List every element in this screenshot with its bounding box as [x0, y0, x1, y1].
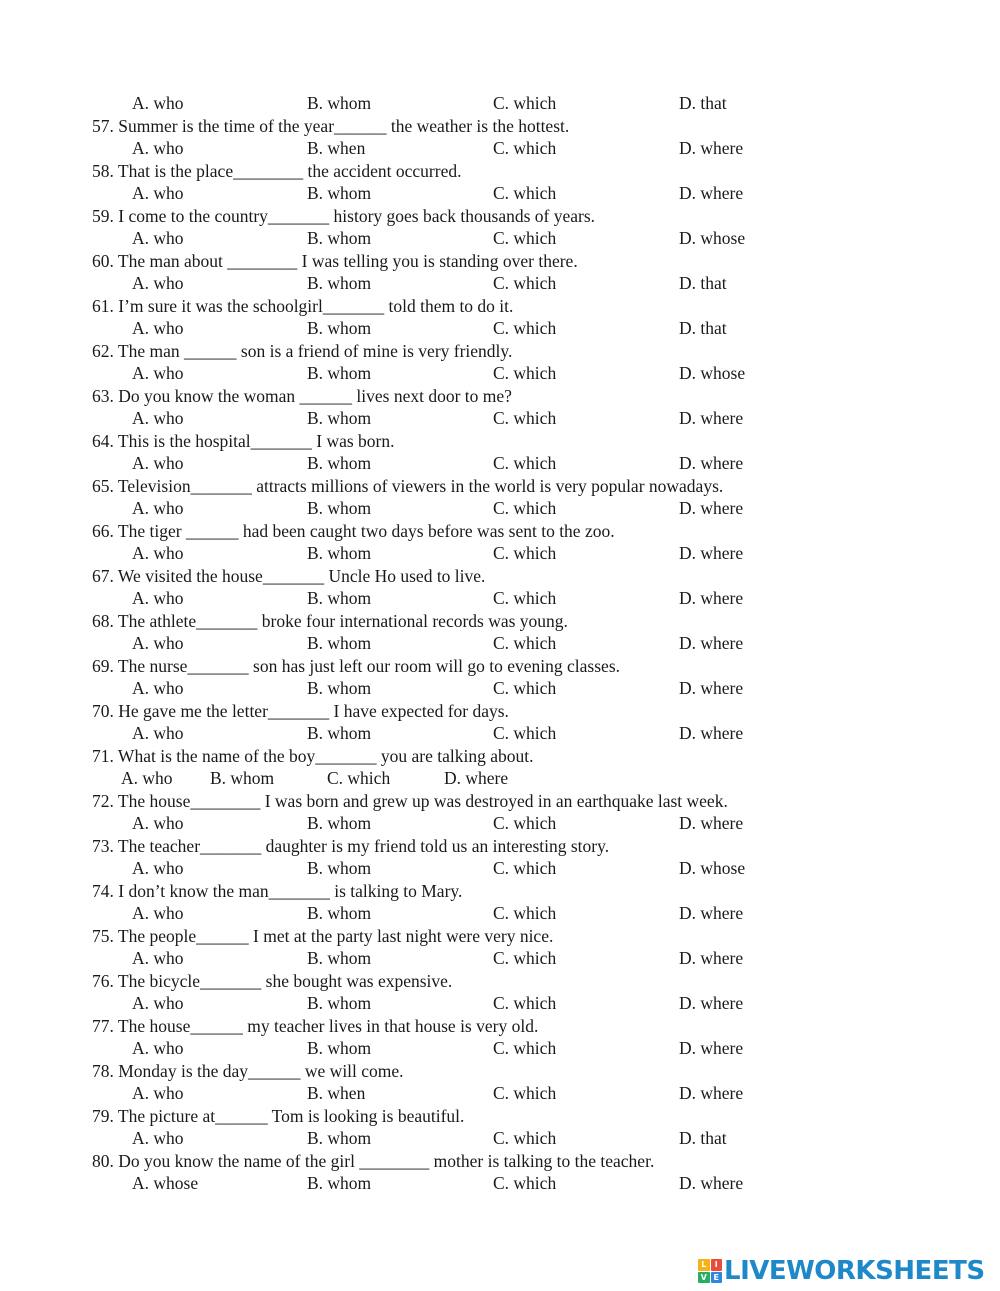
- question-text: 71. What is the name of the boy_______ you are talking about.: [92, 745, 534, 766]
- option-c[interactable]: C. which: [493, 993, 557, 1013]
- option-c[interactable]: C. which: [493, 858, 557, 878]
- question-text: 72. The house________ I was born and grew up was destroyed in an earthquake last week.: [92, 790, 728, 811]
- logo-letter: V: [698, 1272, 710, 1284]
- option-c[interactable]: C. which: [493, 453, 557, 473]
- logo-letter: E: [711, 1272, 723, 1284]
- option-c[interactable]: C. which: [493, 1128, 557, 1148]
- option-d[interactable]: D. that: [679, 1128, 727, 1148]
- question-row: [0, 745, 1000, 768]
- question-text: 64. This is the hospital_______ I was born.: [92, 430, 395, 451]
- option-d[interactable]: D. that: [679, 93, 727, 113]
- option-b[interactable]: B. whom: [307, 543, 372, 563]
- question-row: [0, 1150, 1000, 1173]
- option-a[interactable]: A. who: [132, 1038, 184, 1058]
- question-text: 62. The man ______ son is a friend of mine is very friendly.: [92, 340, 513, 361]
- option-a[interactable]: A. who: [132, 678, 184, 698]
- options-row: [0, 137, 1000, 160]
- option-b[interactable]: B. whom: [307, 588, 372, 608]
- option-c[interactable]: C. which: [493, 1038, 557, 1058]
- question-row: [0, 115, 1000, 138]
- option-b[interactable]: B. whom: [307, 858, 372, 878]
- option-d[interactable]: D. where: [679, 498, 744, 518]
- options-row: [0, 812, 1000, 835]
- options-row: [0, 677, 1000, 700]
- option-b[interactable]: B. whom: [307, 183, 372, 203]
- option-b[interactable]: B. whom: [307, 723, 372, 743]
- question-row: [0, 610, 1000, 633]
- option-d[interactable]: D. where: [679, 1083, 744, 1103]
- logo-letter: I: [711, 1259, 723, 1271]
- liveworksheets-brand: [698, 1257, 985, 1285]
- question-row: [0, 430, 1000, 453]
- question-row: [0, 1105, 1000, 1128]
- option-a[interactable]: A. who: [132, 543, 184, 563]
- option-b[interactable]: B. whom: [307, 993, 372, 1013]
- options-row: [0, 587, 1000, 610]
- option-d[interactable]: D. where: [679, 453, 744, 473]
- option-a[interactable]: A. who: [132, 228, 184, 248]
- option-c[interactable]: C. which: [493, 633, 557, 653]
- question-text: 76. The bicycle_______ she bought was expensive.: [92, 970, 453, 991]
- question-text: 60. The man about ________ I was telling you is standing over there.: [92, 250, 578, 271]
- options-row-56: [0, 92, 1000, 115]
- question-text: 68. The athlete_______ broke four international records was young.: [92, 610, 568, 631]
- option-b[interactable]: B. whom: [307, 948, 372, 968]
- question-text: 75. The people______ I met at the party last night were very nice.: [92, 925, 554, 946]
- option-d[interactable]: D. whose: [679, 228, 746, 248]
- option-b[interactable]: B. whom: [307, 228, 372, 248]
- question-row: [0, 835, 1000, 858]
- question-row: [0, 520, 1000, 543]
- options-row: [0, 542, 1000, 565]
- question-row: [0, 475, 1000, 498]
- option-b[interactable]: B. whom: [307, 633, 372, 653]
- question-text: 63. Do you know the woman ______ lives next door to me?: [92, 385, 512, 406]
- brand-wordmark: LIVEWORKSHEETS: [724, 1256, 985, 1286]
- option-b[interactable]: B. whom: [210, 768, 275, 788]
- option-d[interactable]: D. where: [679, 183, 744, 203]
- option-d[interactable]: D. where: [679, 993, 744, 1013]
- question-text: 78. Monday is the day______ we will come.: [92, 1060, 404, 1081]
- option-d[interactable]: D. where: [679, 138, 744, 158]
- question-row: [0, 295, 1000, 318]
- option-d[interactable]: D. that: [679, 318, 727, 338]
- question-text: 67. We visited the house_______ Uncle Ho used to live.: [92, 565, 486, 586]
- option-c[interactable]: C. which: [493, 588, 557, 608]
- option-b[interactable]: B. whom: [307, 1038, 372, 1058]
- options-row: [0, 362, 1000, 385]
- option-d[interactable]: D. where: [679, 633, 744, 653]
- option-a[interactable]: A. who: [132, 813, 184, 833]
- question-text: 57. Summer is the time of the year______ the weather is the hottest.: [92, 115, 570, 136]
- options-row: [0, 497, 1000, 520]
- option-b[interactable]: B. whom: [307, 453, 372, 473]
- liveworksheets-logo-icon: [698, 1259, 722, 1283]
- option-d[interactable]: D. where: [679, 1173, 744, 1193]
- option-d[interactable]: D. where: [679, 903, 744, 923]
- option-c[interactable]: C. which: [493, 498, 557, 518]
- options-row: [0, 452, 1000, 475]
- option-d[interactable]: D. where: [679, 408, 744, 428]
- options-row: [0, 947, 1000, 970]
- option-d[interactable]: D. where: [679, 948, 744, 968]
- option-d[interactable]: D. where: [444, 768, 509, 788]
- question-row: [0, 565, 1000, 588]
- option-b[interactable]: B. when: [307, 138, 366, 158]
- option-a[interactable]: A. who: [121, 768, 173, 788]
- option-a[interactable]: A. who: [132, 588, 184, 608]
- question-row: [0, 925, 1000, 948]
- question-list: [0, 115, 1000, 1195]
- option-c[interactable]: C. which: [493, 228, 557, 248]
- options-row: [0, 272, 1000, 295]
- option-b[interactable]: B. whom: [307, 813, 372, 833]
- option-c[interactable]: C. which: [493, 903, 557, 923]
- options-row: [0, 182, 1000, 205]
- option-c[interactable]: C. which: [493, 723, 557, 743]
- question-text: 77. The house______ my teacher lives in that house is very old.: [92, 1015, 539, 1036]
- question-text: 74. I don’t know the man_______ is talking to Mary.: [92, 880, 463, 901]
- question-text: 61. I’m sure it was the schoolgirl_______ told them to do it.: [92, 295, 514, 316]
- option-a[interactable]: A. who: [132, 948, 184, 968]
- option-a[interactable]: A. who: [132, 498, 184, 518]
- option-b[interactable]: B. whom: [307, 1173, 372, 1193]
- question-text: 73. The teacher_______ daughter is my friend told us an interesting story.: [92, 835, 610, 856]
- option-a[interactable]: A. who: [132, 183, 184, 203]
- option-d[interactable]: D. whose: [679, 858, 746, 878]
- option-c[interactable]: C. which: [493, 318, 557, 338]
- option-c[interactable]: C. which: [493, 813, 557, 833]
- options-row: [0, 1127, 1000, 1150]
- option-a[interactable]: A. who: [132, 858, 184, 878]
- option-a[interactable]: A. who: [132, 138, 184, 158]
- option-a[interactable]: A. who: [132, 1128, 184, 1148]
- options-row: [0, 317, 1000, 340]
- option-a[interactable]: A. whose: [132, 1173, 199, 1193]
- options-row: [0, 857, 1000, 880]
- option-b[interactable]: B. whom: [307, 498, 372, 518]
- options-row: [0, 902, 1000, 925]
- option-b[interactable]: B. whom: [307, 678, 372, 698]
- question-row: [0, 1015, 1000, 1038]
- option-b[interactable]: B. when: [307, 1083, 366, 1103]
- option-a[interactable]: A. who: [132, 273, 184, 293]
- option-b[interactable]: B. whom: [307, 408, 372, 428]
- question-text: 65. Television_______ attracts millions of viewers in the world is very popular nowadays.: [92, 475, 724, 496]
- question-text: 70. He gave me the letter_______ I have expected for days.: [92, 700, 509, 721]
- option-b[interactable]: B. whom: [307, 363, 372, 383]
- option-c[interactable]: C. which: [327, 768, 391, 788]
- option-c[interactable]: C. which: [493, 1173, 557, 1193]
- option-c[interactable]: C. which: [493, 678, 557, 698]
- option-a[interactable]: A. who: [132, 903, 184, 923]
- option-c[interactable]: C. which: [493, 408, 557, 428]
- options-row: [0, 992, 1000, 1015]
- question-row: [0, 790, 1000, 813]
- question-text: 59. I come to the country_______ history goes back thousands of years.: [92, 205, 596, 226]
- option-c[interactable]: C. which: [493, 273, 557, 293]
- option-c[interactable]: C. which: [493, 1083, 557, 1103]
- question-row: [0, 700, 1000, 723]
- options-row: [0, 767, 1000, 790]
- options-row: [0, 632, 1000, 655]
- option-d[interactable]: D. where: [679, 588, 744, 608]
- option-a[interactable]: A. who: [132, 408, 184, 428]
- question-row: [0, 205, 1000, 228]
- option-d[interactable]: D. that: [679, 273, 727, 293]
- question-row: [0, 655, 1000, 678]
- options-row: [0, 407, 1000, 430]
- options-row: [0, 722, 1000, 745]
- option-c[interactable]: C. which: [493, 948, 557, 968]
- option-c[interactable]: C. which: [493, 543, 557, 563]
- question-row: [0, 340, 1000, 363]
- option-b[interactable]: B. whom: [307, 903, 372, 923]
- question-row: [0, 250, 1000, 273]
- options-row: [0, 227, 1000, 250]
- option-b[interactable]: B. whom: [307, 1128, 372, 1148]
- options-row: [0, 1172, 1000, 1195]
- option-a[interactable]: A. who: [132, 318, 184, 338]
- option-a[interactable]: A. who: [132, 633, 184, 653]
- option-d[interactable]: D. where: [679, 543, 744, 563]
- question-text: 58. That is the place________ the accident occurred.: [92, 160, 462, 181]
- question-text: 66. The tiger ______ had been caught two days before was sent to the zoo.: [92, 520, 615, 541]
- logo-letter: L: [698, 1259, 710, 1271]
- question-row: [0, 880, 1000, 903]
- option-d[interactable]: D. where: [679, 678, 744, 698]
- option-c[interactable]: C. which: [493, 183, 557, 203]
- question-text: 79. The picture at______ Tom is looking is beautiful.: [92, 1105, 465, 1126]
- question-text: 69. The nurse_______ son has just left our room will go to evening classes.: [92, 655, 621, 676]
- option-a[interactable]: A. who: [132, 723, 184, 743]
- option-a[interactable]: A. who: [132, 93, 184, 113]
- option-a[interactable]: A. who: [132, 453, 184, 473]
- option-d[interactable]: D. where: [679, 1038, 744, 1058]
- question-row: [0, 970, 1000, 993]
- worksheet: [0, 92, 1000, 1195]
- option-a[interactable]: A. who: [132, 1083, 184, 1103]
- option-a[interactable]: A. who: [132, 363, 184, 383]
- option-d[interactable]: D. whose: [679, 363, 746, 383]
- question-row: [0, 1060, 1000, 1083]
- option-b[interactable]: B. whom: [307, 318, 372, 338]
- question-row: [0, 385, 1000, 408]
- option-d[interactable]: D. where: [679, 813, 744, 833]
- options-row: [0, 1082, 1000, 1105]
- option-a[interactable]: A. who: [132, 993, 184, 1013]
- option-c[interactable]: C. which: [493, 93, 557, 113]
- option-c[interactable]: C. which: [493, 363, 557, 383]
- option-d[interactable]: D. where: [679, 723, 744, 743]
- option-c[interactable]: C. which: [493, 138, 557, 158]
- options-row: [0, 1037, 1000, 1060]
- question-row: [0, 160, 1000, 183]
- option-b[interactable]: B. whom: [307, 273, 372, 293]
- question-text: 80. Do you know the name of the girl ________ mother is talking to the teacher.: [92, 1150, 655, 1171]
- option-b[interactable]: B. whom: [307, 93, 372, 113]
